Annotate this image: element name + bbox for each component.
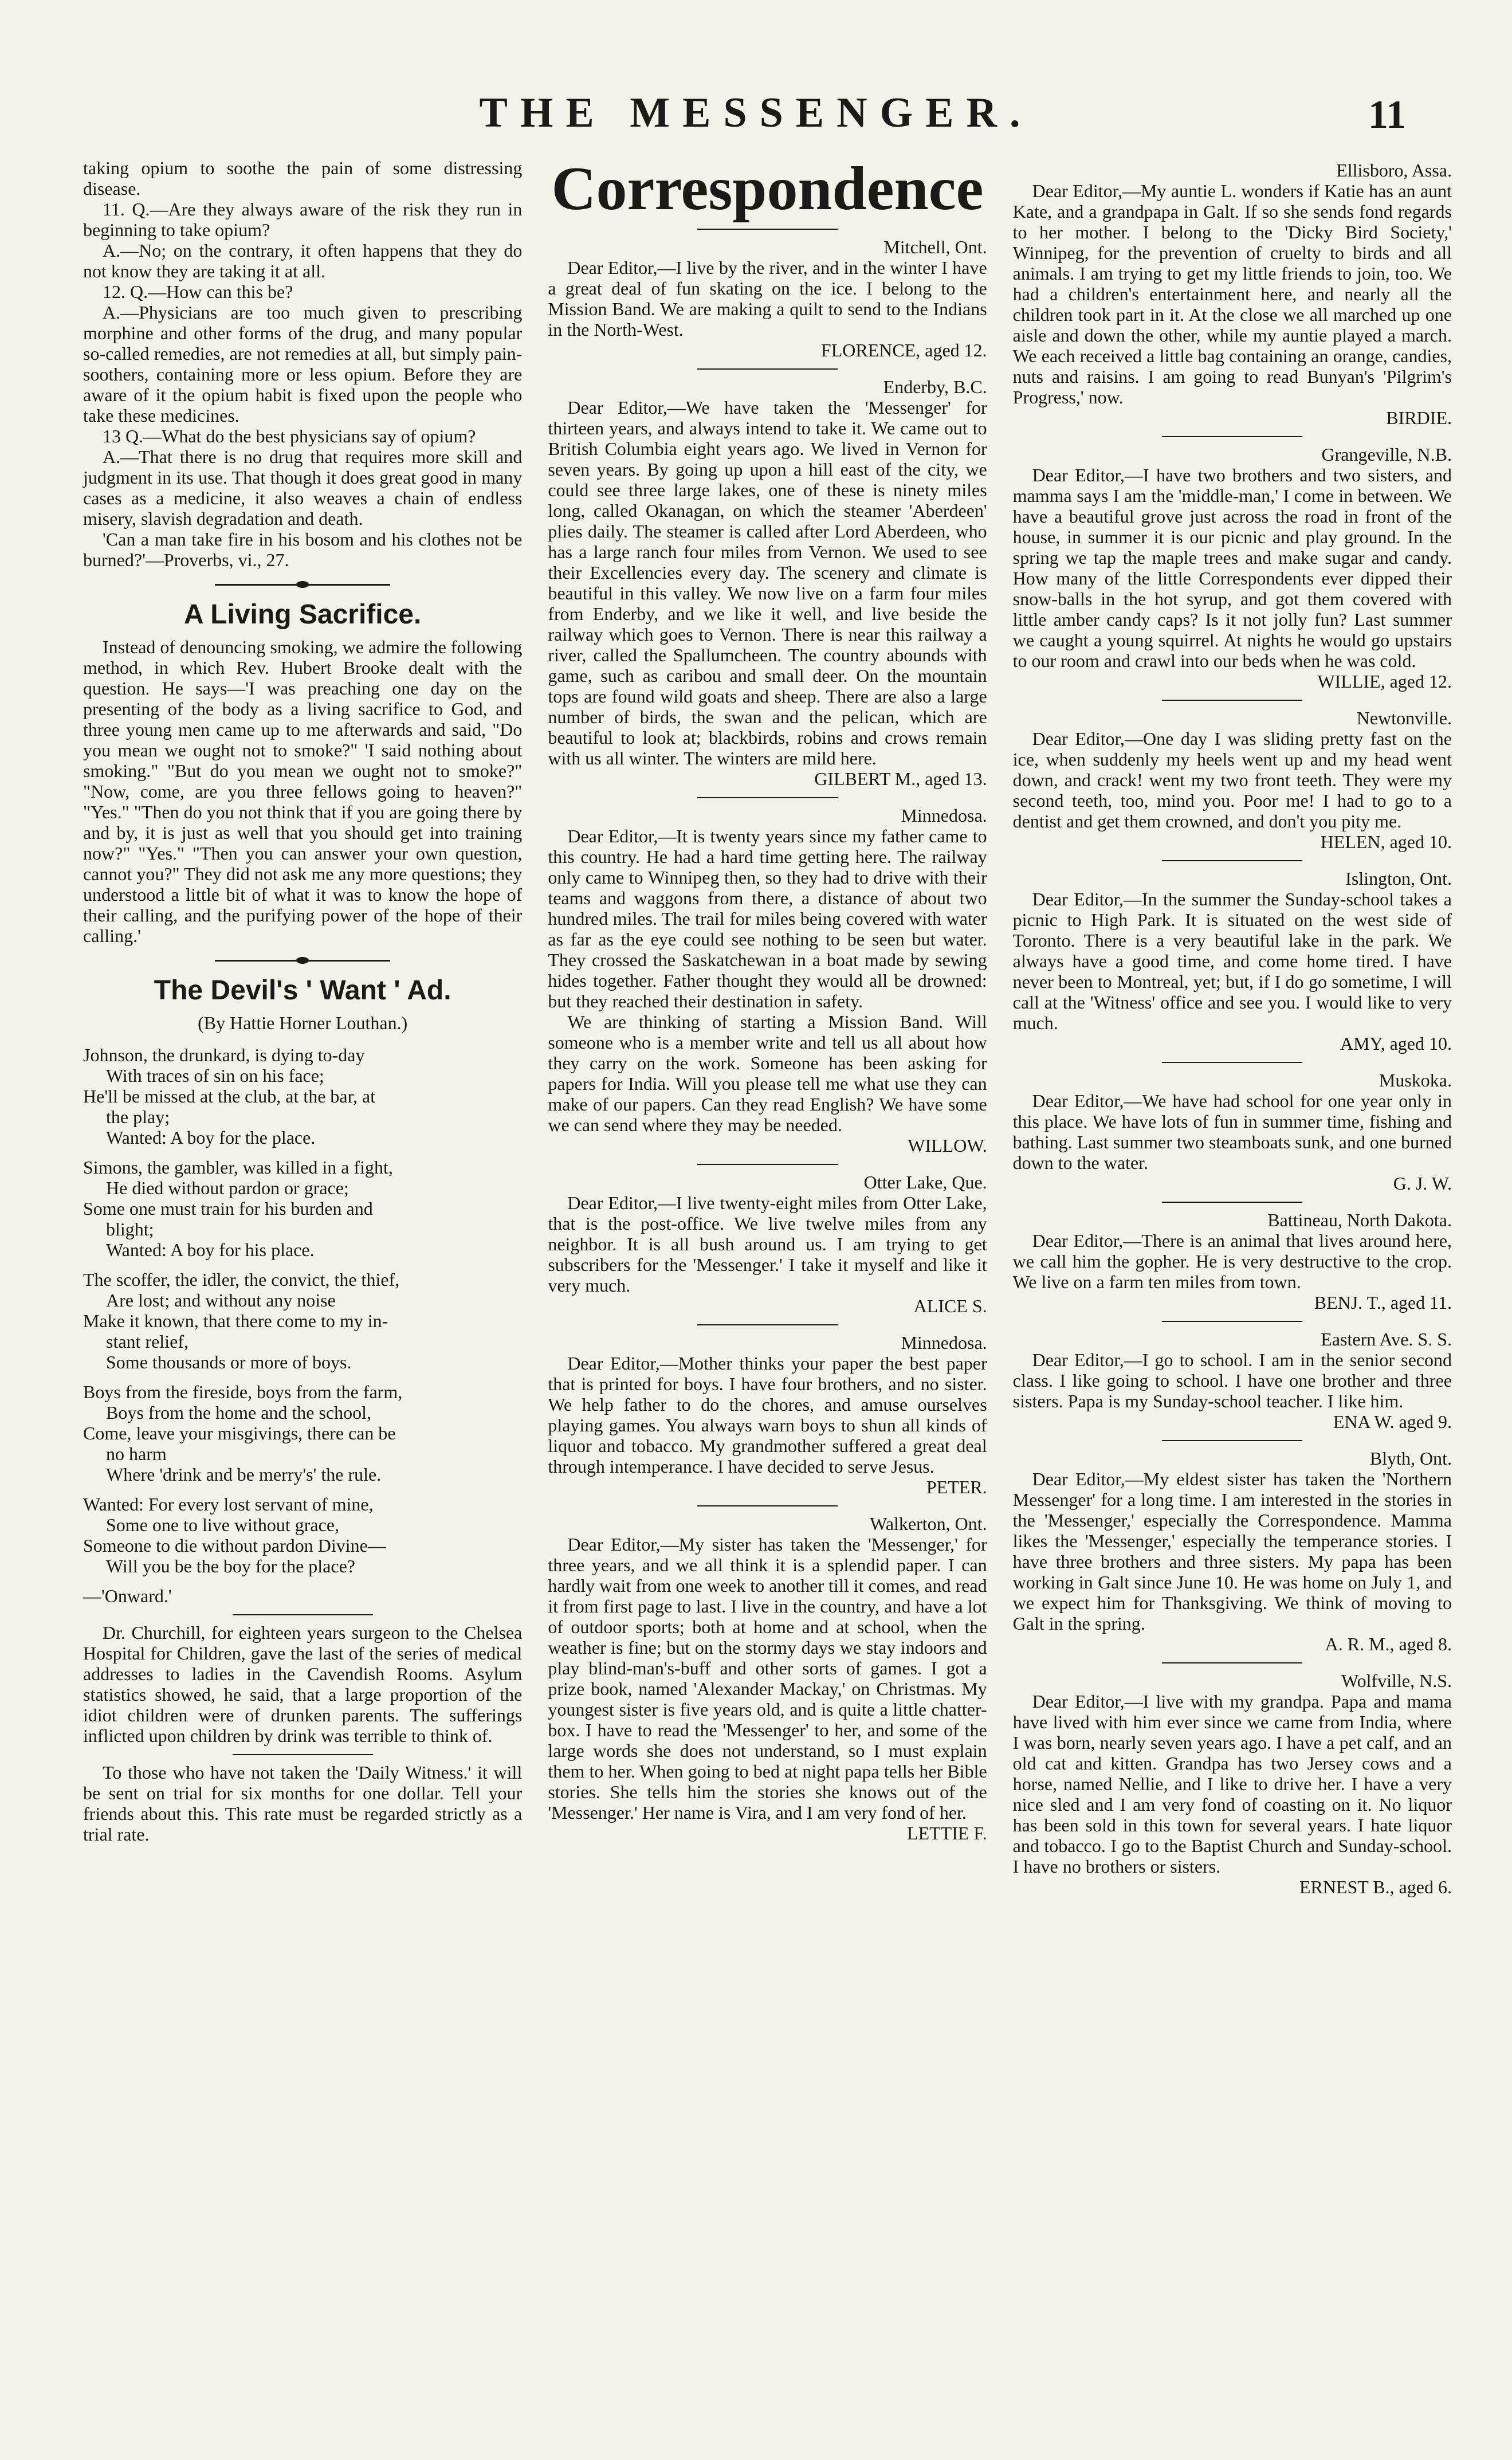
columns (83, 155, 1452, 1897)
letter (548, 805, 987, 1156)
letter (1013, 160, 1452, 428)
poem-stanza (83, 1494, 522, 1576)
poem-line: Wanted: A boy for his place. (106, 1239, 315, 1260)
letter-signature: WILLOW. (908, 1135, 987, 1156)
letter (548, 1332, 987, 1497)
letter-text: Dear Editor,—I live by the river, and in the winter I have a great deal of fun skating on the ice. I belong to the Mission Band. We are making a quilt to send to the Indians in the North-West. (548, 257, 987, 340)
letter-place: Grangeville, N.B. (1321, 444, 1452, 465)
poem-line: Simons, the gambler, was killed in a fight, (83, 1157, 393, 1178)
poem-line: With traces of sin on his face; (106, 1065, 324, 1086)
rule (697, 229, 838, 230)
letter (1013, 1070, 1452, 1194)
letter-signature: GILBERT M., aged 13. (814, 768, 987, 789)
page-number: 11 (1368, 93, 1406, 137)
poem-stanza (83, 1045, 522, 1148)
poem-line: Some one must train for his burden and (83, 1198, 373, 1219)
letter-place: Newtonville. (1356, 708, 1452, 728)
letter-text: Dear Editor,—I live with my grandpa. Papa and mama have lived with him ever since we came from India, where I was born, nearly seven years ago. I have a pet calf, and an old cat and kitten. Grandpa has two Jersey cows and a horse, named Nellie, and I like to drive her. I have a very nice sled and I am very fond of coasting on it. No liquor has been sold in this town for several years. I hate liquor and tobacco. I go to the Baptist Church and Sunday-school. I have no brothers or sisters. (1012, 1691, 1452, 1877)
letter (1013, 1670, 1452, 1897)
poem-line: blight; (106, 1219, 154, 1239)
column-middle (548, 155, 987, 1897)
letter (548, 376, 987, 789)
rule (1162, 860, 1302, 861)
poem-line: Some thousands or more of boys. (106, 1352, 352, 1372)
letter-text: Dear Editor,—My sister has taken the 'Messenger,' for three years, and we all think it is a splendid paper. I can hardly wait from one week to another till it comes, and read it from first page to last. I live in the country, and have a lot of outdoor sports; both at home and at school, when the weather is fine; but on the stormy days we stay indoors and play blind-man's-buff and other sorts of games. I got a prize book, named 'Alexander Mackay,' on Christmas. My youngest sister is five years old, and is quite a little chatter-box. I have to read the 'Messenger' to her, and some of the large words she does not understand, so I must explain them to her. When going to bed at night papa tells her Bible stories. She tells him the stories she knows out of the 'Messenger.' Her name is Vira, and I am very fond of her. (548, 1534, 987, 1823)
letter-place: Walkerton, Ont. (870, 1513, 987, 1534)
letter-place: Mitchell, Ont. (883, 237, 987, 257)
letter-text: Dear Editor,—It is twenty years since my father came to this country. He had a hard time getting here. The railway only came to Winnipeg then, so they had to drive with their teams and waggons from there, a distance of about two hundred miles. The trail for miles being covered with water as far as the eye could see nothing to be seen but water. They crossed the Saskatchewan in a boat made by sewing hides together. Father thought they would all be drowned: but they reached their destination in safety. (548, 826, 987, 1011)
letter-signature: LETTIE F. (907, 1823, 987, 1843)
qa-paragraph: 11. Q.—Are they always aware of the risk they run in beginning to take opium? (83, 199, 523, 240)
poem-line: Are lost; and without any noise (106, 1290, 336, 1311)
letter-signature: PETER. (926, 1477, 987, 1497)
rule (1162, 1321, 1302, 1322)
letter-signature: FLORENCE, aged 12. (820, 340, 987, 360)
letter-signature: G. J. W. (1393, 1173, 1452, 1194)
rule (1162, 436, 1302, 437)
letter-place: Islington, Ont. (1345, 868, 1452, 889)
poem-byline: (By Hattie Horner Louthan.) (198, 1013, 408, 1033)
letter-place: Otter Lake, Que. (863, 1172, 987, 1192)
poem-line: He'll be missed at the club, at the bar, at (83, 1086, 376, 1107)
poem-line: Make it known, that there come to my in- (83, 1311, 388, 1331)
rule (233, 1614, 373, 1615)
living-sacrifice-title: A Living Sacrifice. (183, 599, 422, 630)
letter-signature: BIRDIE. (1386, 407, 1452, 428)
letter-place: Ellisboro, Assa. (1336, 160, 1452, 181)
letter-text: Dear Editor,—We have taken the 'Messenger' for thirteen years, and always intend to take it. We came out to British Columbia eight years ago. We lived in Vernon for seven years. By going up upon a hill east of the city, we could see three large lakes, one of these is ninety miles long, called Okanagan, on which the steamer 'Aberdeen' plies daily. The steamer is called after Lord Aberdeen, who has a large ranch four miles from Vernon. We used to see their Excellencies every day. The scenery and climate is beautiful in this valley. We now live on a farm four miles from Enderby, and we like it well, and live beside the railway which goes to Vernon. There is near this railway a river, called the Spallumcheen. The country abounds with game, such as caribou and small deer. On the mountain tops are found wild goats and sheep. There are also a large number of birds, the swan and the pelican, which are beautiful to look at; blackbirds, robins and crows remain with us all winter. The winters are mild here. (548, 397, 987, 768)
letter-place: Enderby, B.C. (883, 376, 987, 397)
masthead (0, 89, 1512, 146)
poem-stanza (83, 1382, 522, 1485)
poem-line: Where 'drink and be merry's' the rule. (106, 1464, 382, 1485)
letter-place: Wolfville, N.S. (1341, 1670, 1452, 1691)
poem-line: the play; (106, 1107, 170, 1127)
letter (1013, 1329, 1452, 1432)
living-sacrifice-text: Instead of denouncing smoking, we admire the following method, in which Rev. Hubert Brooke dealt with the question. He says—'I was preaching one day on the presenting of the body as a living sacrifice to God, and three young men came up to me afterwards and said, "Do you mean we ought not to smoke?" 'I said nothing about smoking." "But do you mean we ought not to smoke?" "Now, come, are you three fellows going to heaven?" "Yes." "Then do you not think that if you are going there by and by, it is just as well that you should get into training now?" "Yes." "Then you can answer your own question, cannot you?" They did not ask me any more questions; they understood a little bit of what it was to know the hope of their calling, and the purifying power of the hope of their calling.' (83, 637, 523, 946)
letter (1013, 708, 1452, 852)
letter-signature: HELEN, aged 10. (1320, 831, 1452, 852)
qa-paragraph: A.—That there is no drug that requires more skill and judgment in its use. That though it does great good in many cases as a medicine, it also weaves a chain of endless misery, slavish degradation and death. (83, 446, 523, 529)
letter (1013, 868, 1452, 1054)
letter-place: Eastern Ave. S. S. (1321, 1329, 1452, 1349)
letter-text: Dear Editor,—My eldest sister has taken the 'Northern Messenger' for a long time. I am interested in the stories in the 'Messenger,' especially the Correspondence. Mamma likes the 'Messenger,' especially the temperance stories. I have three brothers and three sisters. My papa has been working in Galt since June 10. He was home on July 1, and we expect him for Thanksgiving. We think of moving to Galt in the spring. (1012, 1469, 1452, 1634)
rule (1162, 1062, 1302, 1063)
rule (697, 1324, 838, 1325)
section-divider (83, 958, 522, 963)
letter-place: Muskoka. (1379, 1070, 1452, 1090)
qa-paragraph: 13 Q.—What do the best physicians say of opium? (103, 426, 476, 446)
rule (697, 1505, 838, 1506)
letter-place: Minnedosa. (901, 1332, 987, 1353)
column-right (1013, 158, 1452, 1897)
letter-text: We are thinking of starting a Mission Band. Will someone who is a member write and tell us all about how they carry on the work. Someone has been asking for papers for India. Will you please tell me what use they can make of our papers. Can they read English? We have some we can send where they may be needed. (548, 1011, 987, 1135)
letter (548, 237, 987, 360)
poem-line: Will you be the boy for the place? (106, 1556, 355, 1576)
letter-place: Battineau, North Dakota. (1267, 1210, 1452, 1230)
letter-place: Minnedosa. (901, 805, 987, 826)
rule (1162, 1662, 1302, 1663)
letter-text: Dear Editor,—I go to school. I am in the senior second class. I like going to school. I have one brother and three sisters. Papa is my Sunday-school teacher. I like him. (1012, 1349, 1452, 1411)
letter-text: Dear Editor,—My auntie L. wonders if Katie has an aunt Kate, and a grandpapa in Galt. If so she sends fond regards to her mother. I belong to the 'Dicky Bird Society,' Winnipeg, for the prevention of cruelty to birds and all animals. I am trying to get my little friends to join, too. We had a children's entertainment here, and nearly all the children took part in it. At the close we all marched up one aisle and down the other, while my auntie played a march. We each received a little bag containing an orange, candies, nuts and raisins. I am going to read Bunyan's 'Pilgrim's Progress,' now. (1012, 181, 1452, 407)
poem-stanza (83, 1157, 522, 1260)
poem-line: He died without pardon or grace; (106, 1178, 349, 1198)
letter (1013, 1210, 1452, 1313)
qa-paragraph: A.—Physicians are too much given to prescribing morphine and other forms of the drug, and many popular so-called remedies, are not remedies at all, but simply pain-soothers, containing more or less opium. Before they are aware of it the opium habit is fixed upon the people who take these medicines. (83, 302, 523, 426)
rule (1162, 1202, 1302, 1203)
poem-line: no harm (106, 1443, 167, 1464)
letter-text: Dear Editor,—I live twenty-eight miles from Otter Lake, that is the post-office. We live twelve miles from any neighbor. It is all bush around us. I am trying to get subscribers for the 'Messenger.' I take it myself and like it very much. (548, 1192, 987, 1296)
churchill-paragraph: Dr. Churchill, for eighteen years surgeon to the Chelsea Hospital for Children, gave the last of the series of medical addresses to ladies in the Cavendish Rooms. Asylum statistics showed, he said, that a large proportion of the idiot children were of drunken parents. The sufferings inflicted upon children by drink was terrible to think of. (83, 1622, 523, 1746)
section-divider (83, 582, 522, 587)
qa-paragraph: taking opium to soothe the pain of some distressing disease. (83, 158, 523, 199)
trial-notice: To those who have not taken the 'Daily Witness.' it will be sent on trial for six months for one dollar. Tell your friends about this. This rate must be regarded strictly as a trial rate. (83, 1762, 523, 1845)
letter-text: Dear Editor,—Mother thinks your paper the best paper that is printed for boys. I have four brothers, and no sister. We help father to do the chores, and amuse ourselves playing games. You always warn boys to shun all kinds of liquor and tobacco. My grandmother suffered a great deal through intemperance. I have decided to serve Jesus. (548, 1353, 987, 1477)
letter (548, 1513, 987, 1843)
letter (548, 1172, 987, 1316)
poem-line: Some one to live without grace, (106, 1515, 340, 1535)
letter-place: Blyth, Ont. (1369, 1448, 1452, 1469)
rule (697, 797, 838, 798)
column-left (83, 158, 522, 1897)
letter-signature: WILLIE, aged 12. (1317, 671, 1452, 692)
poem-line: Johnson, the drunkard, is dying to-day (83, 1045, 365, 1065)
poem-line: Boys from the fireside, boys from the farm, (83, 1382, 403, 1402)
rule (697, 368, 838, 370)
rule (697, 1164, 838, 1165)
qa-paragraph: 'Can a man take fire in his bosom and his clothes not be burned?'—Proverbs, vi., 27. (83, 529, 523, 570)
letter-text: Dear Editor,—In the summer the Sunday-school takes a picnic to High Park. It is situated on the west side of Toronto. There is a very beautiful lake in the park. We always have a good time, and come home tired. I have never been to Montreal, yet; but, if I do go sometime, I will call at the 'Witness' office and see you. I would like to very much. (1012, 889, 1452, 1033)
masthead-title: THE MESSENGER. (479, 89, 1033, 136)
letter-signature: ENA W. aged 9. (1333, 1411, 1452, 1432)
rule (233, 1754, 373, 1755)
poem-line: The scoffer, the idler, the convict, the thief, (83, 1269, 400, 1290)
devils-want-ad-title: The Devil's ' Want ' Ad. (154, 975, 451, 1006)
qa-paragraph: A.—No; on the contrary, it often happens that they do not know they are taking it at all. (83, 240, 523, 281)
letter (1013, 1448, 1452, 1654)
letter-signature: A. R. M., aged 8. (1325, 1634, 1452, 1654)
letter-text: Dear Editor,—I have two brothers and two sisters, and mamma says I am the 'middle-man,' I come in between. We have a beautiful grove just across the road in front of the house, in summer it is our picnic and play ground. In the spring we tap the maple trees and make sugar and candy. How many of the little Correspondents ever dipped their snow-balls in the hot syrup, and got them covered with little amber candy caps? Is it not jolly fun? Last summer we caught a young squirrel. At nights he would go upstairs to our room and crawl into our beds when he was cold. (1012, 465, 1452, 671)
poem-line: Wanted: For every lost servant of mine, (83, 1494, 374, 1515)
letter-signature: ERNEST B., aged 6. (1299, 1877, 1452, 1897)
poem-line: stant relief, (106, 1331, 188, 1352)
poem-line: Come, leave your misgivings, there can be (83, 1423, 396, 1443)
letter-signature: AMY, aged 10. (1340, 1033, 1452, 1054)
poem-source: —'Onward.' (83, 1586, 172, 1606)
letter-signature: ALICE S. (913, 1296, 987, 1316)
rule (1162, 1440, 1302, 1441)
poem-stanza (83, 1269, 522, 1372)
letter-text: Dear Editor,—We have had school for one year only in this place. We have lots of fun in summer time, fishing and bathing. Last summer two steamboats sunk, and one burned down to the water. (1012, 1090, 1452, 1173)
poem-line: Boys from the home and the school, (106, 1402, 372, 1423)
rule (1162, 700, 1302, 701)
correspondence-title: Correspondence (551, 155, 984, 223)
poem-line: Someone to die without pardon Divine— (83, 1535, 386, 1556)
letter-text: Dear Editor,—There is an animal that lives around here, we call him the gopher. He is very destructive to the crop. We live on a farm ten miles from town. (1012, 1230, 1452, 1292)
letter-signature: BENJ. T., aged 11. (1314, 1292, 1452, 1313)
letter-text: Dear Editor,—One day I was sliding pretty fast on the ice, when suddenly my heels went up and my head went down, and crack! went my two front teeth. They were my second teeth, too, mind you. Poor me! I had to go to a dentist and get them crowned, and don't you pity me. (1012, 728, 1452, 831)
poem-line: Wanted: A boy for the place. (106, 1127, 316, 1148)
qa-paragraph: 12. Q.—How can this be? (103, 281, 293, 302)
letter (1013, 444, 1452, 692)
